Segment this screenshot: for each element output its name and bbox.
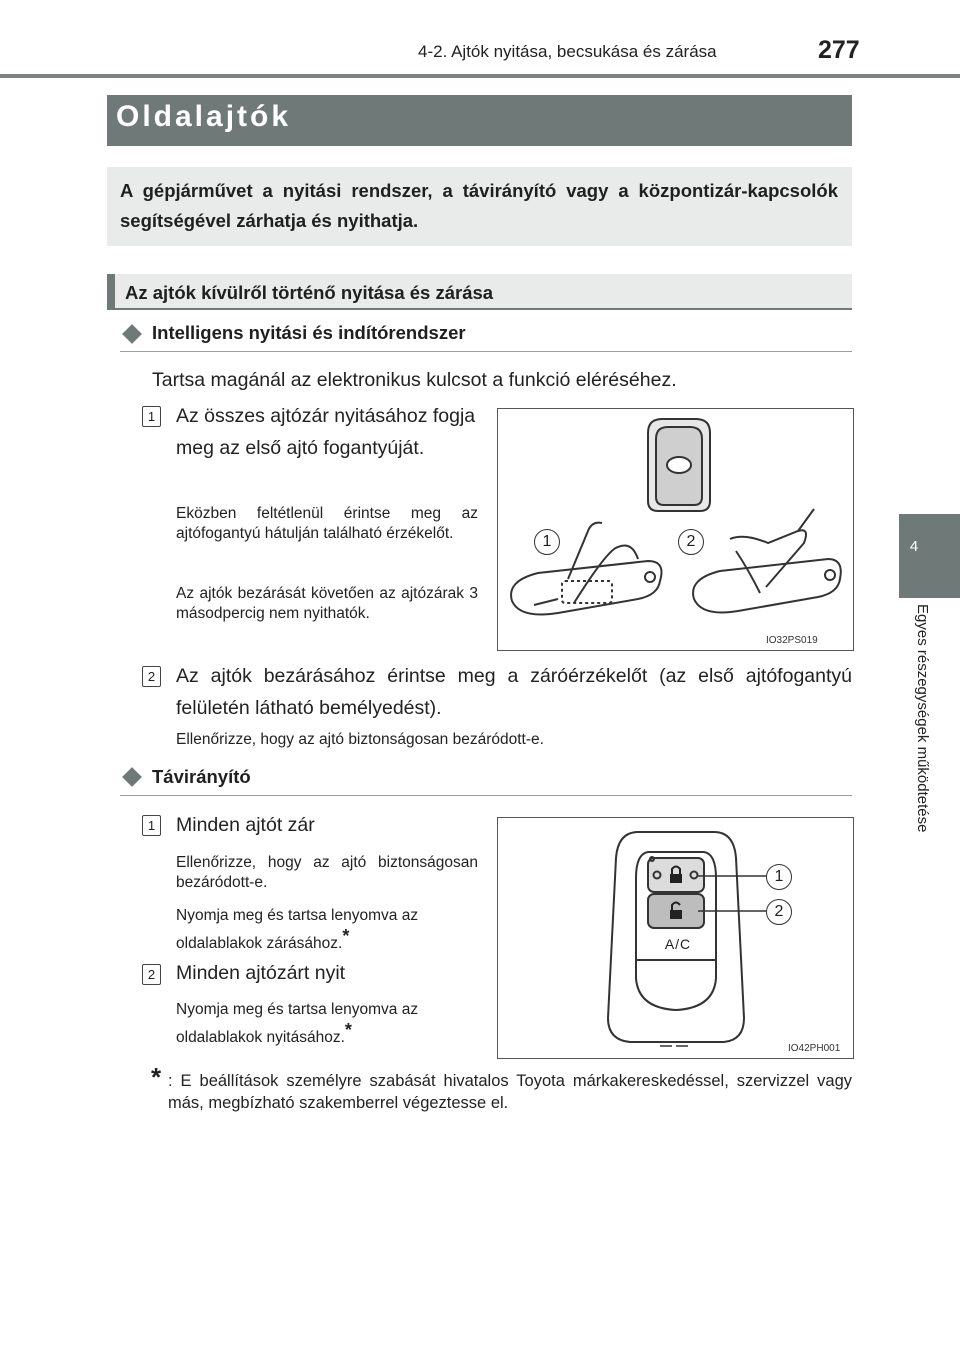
diamond-bullet-icon	[122, 324, 142, 344]
remote-step-1-note-2-text: Nyomja meg és tartsa lenyomva az oldalablakok zárásához.	[176, 907, 419, 952]
remote-step-1-note-1: Ellenőrizze, hogy az ajtó biztonságosan bezáródott-e.	[176, 854, 478, 891]
smart-lead: Tartsa magánál az elektronikus kulcsot a funkció eléréséhez.	[152, 369, 677, 391]
step-number: 2	[142, 964, 161, 985]
figure-code: IO42PH001	[788, 1043, 841, 1054]
step-number: 2	[142, 666, 161, 687]
diamond-bullet-icon	[122, 767, 142, 787]
figure-code: IO32PS019	[766, 635, 818, 646]
figure-callout-2: 2	[766, 899, 792, 925]
smart-heading: Intelligens nyitási és indítórendszer	[152, 322, 466, 343]
chapter-tab	[899, 514, 960, 598]
remote-step-1-text: Minden ajtót zár	[176, 814, 315, 836]
chapter-number: 4	[909, 538, 919, 555]
smart-heading-rule	[120, 351, 852, 352]
remote-step-2-note-1	[176, 1000, 478, 1048]
footnote-star: *	[151, 1062, 162, 1092]
remote-figure	[497, 817, 854, 1059]
remote-heading: Távirányító	[152, 766, 251, 787]
subsection-title: Az ajtók kívülről történő nyitása és zárása	[125, 282, 494, 303]
smart-step-2-text: Az ajtók bezárásához érintse meg a záróérzékelőt (az első ajtófogantyú felületén látható bemélyedést).	[176, 665, 852, 719]
ac-button-label: A/C	[664, 936, 692, 952]
page-title: Oldalajtók	[116, 100, 292, 133]
step-number: 1	[142, 406, 161, 427]
smart-step-2-note-1: Ellenőrizze, hogy az ajtó biztonságosan bezáródott-e.	[176, 731, 544, 748]
remote-step-2-text: Minden ajtózárt nyit	[176, 962, 346, 984]
key-fob-icon	[648, 419, 710, 511]
figure-callout-1: 1	[766, 864, 792, 890]
remote-step-1-note-2	[176, 906, 478, 954]
intro-text: A gépjárművet a nyitási rendszer, a távirányító vagy a központizár-kapcsolók segítségével zárhatja és nyithatja.	[120, 180, 838, 231]
running-header-section: 4-2. Ajtók nyitása, becsukása és zárása	[418, 42, 717, 61]
subsection-accent	[107, 274, 115, 310]
footnote-marker: *	[344, 1020, 352, 1040]
header-divider	[0, 74, 960, 78]
footnote-marker: *	[342, 926, 350, 946]
door-handle-figure	[497, 408, 854, 651]
left-door-handle-icon	[511, 523, 661, 615]
figure-callout-1: 1	[534, 529, 560, 555]
remote-step-2-note-1-text: Nyomja meg és tartsa lenyomva az oldalablakok nyitásához.	[176, 1001, 419, 1046]
smart-step-1-note-2: Az ajtók bezárását követően az ajtózárak 3 másodpercig nem nyithatók.	[176, 585, 478, 622]
step-number: 1	[142, 815, 161, 836]
footnote-text: : E beállítások személyre szabását hivatalos Toyota márkakereskedéssel, szervizzel vagy más, megbízható szakemberrel végeztesse el.	[168, 1072, 852, 1112]
remote-heading-rule	[120, 795, 852, 796]
smart-step-1-text: Az összes ajtózár nyitásához fogja meg az első ajtó fogantyúját.	[176, 405, 476, 459]
page-number: 277	[818, 36, 860, 64]
right-door-handle-icon	[693, 509, 841, 613]
smart-step-1-note-1: Eközben feltétlenül érintse meg az ajtófogantyú hátulján található érzékelőt.	[176, 505, 478, 542]
figure-callout-2: 2	[678, 529, 704, 555]
chapter-title: Egyes részegységek működtetése	[914, 604, 931, 833]
